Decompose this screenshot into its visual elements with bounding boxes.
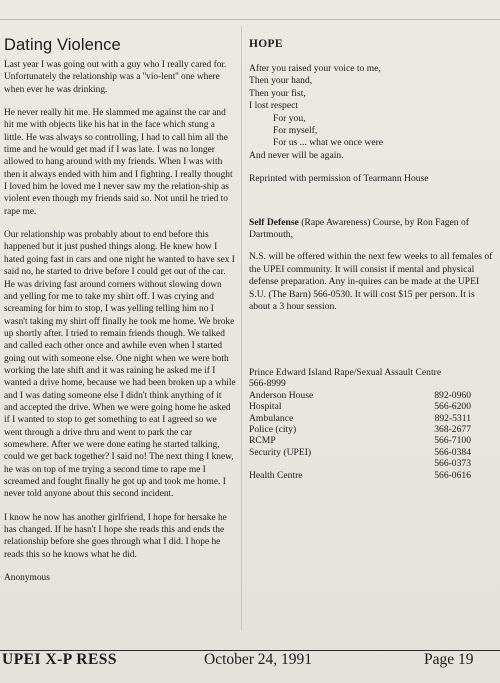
dating-violence-article <box>4 36 236 584</box>
contact-phone: 566-0616 <box>434 469 471 481</box>
contact-row <box>249 458 471 469</box>
article-paragraph: Last year I was going out with a guy who I really cared for. Unfortunately the relationship was a ''vio-lent'' one where when ever he was drinking. <box>4 60 227 95</box>
poem-line: For us ... what we once were <box>273 137 384 149</box>
poem-title: HOPE <box>249 38 283 50</box>
poem-line: Then your hand, <box>249 75 313 87</box>
poem-line: For you, <box>273 112 306 124</box>
centre-phone: 566-8999 <box>249 378 286 390</box>
issue-date: October 24, 1991 <box>204 651 313 668</box>
contact-name: RCMP <box>249 435 276 447</box>
self-defense-subtitle: (Rape Awareness) Course, by Ron Fagen of Dartmouth, <box>249 216 469 241</box>
contact-name: Hospital <box>249 401 282 413</box>
column-divider <box>241 26 242 630</box>
contact-phone: 566-0373 <box>434 458 471 470</box>
contact-name: Police (city) <box>249 424 297 436</box>
top-rule <box>0 19 500 20</box>
contact-name: Health Centre <box>249 469 303 481</box>
contact-row <box>249 424 471 435</box>
contact-phone: 566-7100 <box>434 435 471 447</box>
contact-name: Ambulance <box>249 412 294 424</box>
poem-line: Then your fist, <box>249 87 306 99</box>
contact-row <box>249 390 471 401</box>
contact-name: Security (UPEI) <box>249 446 312 458</box>
contact-row <box>249 435 471 446</box>
poem-line: I lost respect <box>249 100 299 112</box>
poem-line: After you raised your voice to me, <box>249 63 381 74</box>
contact-row <box>249 401 471 412</box>
article-paragraph: He never really hit me. He slammed me against the car and hit me with objects like his hat in the face which stung a little. He was always so controlling, I had to call him all the time and he would get mad if I was late. I was no longer allowed to hang around with my friends. When I was with then it always ended with him and I fighting. I really thought I loved him he loved me I never saw my the relation-ship as violent even though my friends said so. Not until he tried to rape me. <box>4 108 233 217</box>
reprint-credit: Reprinted with permission of Tearmann House <box>249 173 429 185</box>
self-defense-heading <box>249 217 493 242</box>
contact-phone: 566-6200 <box>434 401 471 413</box>
contact-name: Anderson House <box>249 389 314 401</box>
contact-row <box>249 470 471 481</box>
article-paragraph: Our relationship was probably about to end before this happened but it just pushed things along. He knew how I hated going fast in cars and one night he wanted to have sex I said no, he started to drive before I could get out of the car. He was driving fast around corners without slowing down and yelling for me to take my shirt off. I was crying and screaming for him to stop, I was yelling telling him no I wasn't taking my shirt off finally he took me home. We broke up shortly after. I tried to remain friends though. We talked and called each other once and awhile even when I started going out with someone else. One night when we were both working the late shift and it was raining he asked me if I wanted a drive home, because we had been broken up a while and I was dating someone else I didn't think anything of it and accepted the drive. When we were going home he asked if I wanted to stop to get something to eat I agreed so we went through a drive thru and went to park the car somewhere. After we were done eating he started talking, could we get back together? I said no! The next thing I knew, he was on top of me trying a second time to rape me I screamed and fought finally he got up and took me home. I never told anyone about this second incident. <box>4 230 236 500</box>
article-paragraph: I know he now has another girlfriend, I hope for hersake he has changed. If he hasn't I hope she reads this and ends the relationship before she goes through what I did. I hope he reads this so he knows what he did. <box>4 512 227 560</box>
contact-list <box>249 367 471 481</box>
self-defense-body: N.S. will be offered within the next few weeks to all females of the UPEI community. It will consist if mental and physical defense preparation. Any in-quires can be made at the UPEI S.U. (The Barn) 566-0530. It will cost $15 per person. It is about a 3 hour session. <box>249 251 493 313</box>
contact-phone: 892-0960 <box>434 389 471 401</box>
publication-name: UPEI X-P RESS <box>2 651 118 668</box>
contact-row <box>249 447 471 458</box>
contact-row <box>249 413 471 424</box>
contact-phone: 566-0384 <box>434 446 471 458</box>
article-signature: Anonymous <box>4 573 50 584</box>
self-defense-bold: Self Defense <box>249 216 299 228</box>
poem <box>249 63 493 162</box>
contact-phone: 368-2677 <box>434 424 471 436</box>
centre-name: Prince Edward Island Rape/Sexual Assault Centre <box>249 367 442 378</box>
page-footer <box>0 651 500 671</box>
right-column <box>249 36 493 314</box>
poem-line: For myself, <box>273 125 318 137</box>
contact-phone: 892-5311 <box>434 412 471 424</box>
article-title: Dating Violence <box>4 36 121 54</box>
poem-line: And never will be again. <box>249 149 344 161</box>
page-number: Page 19 <box>424 651 474 668</box>
